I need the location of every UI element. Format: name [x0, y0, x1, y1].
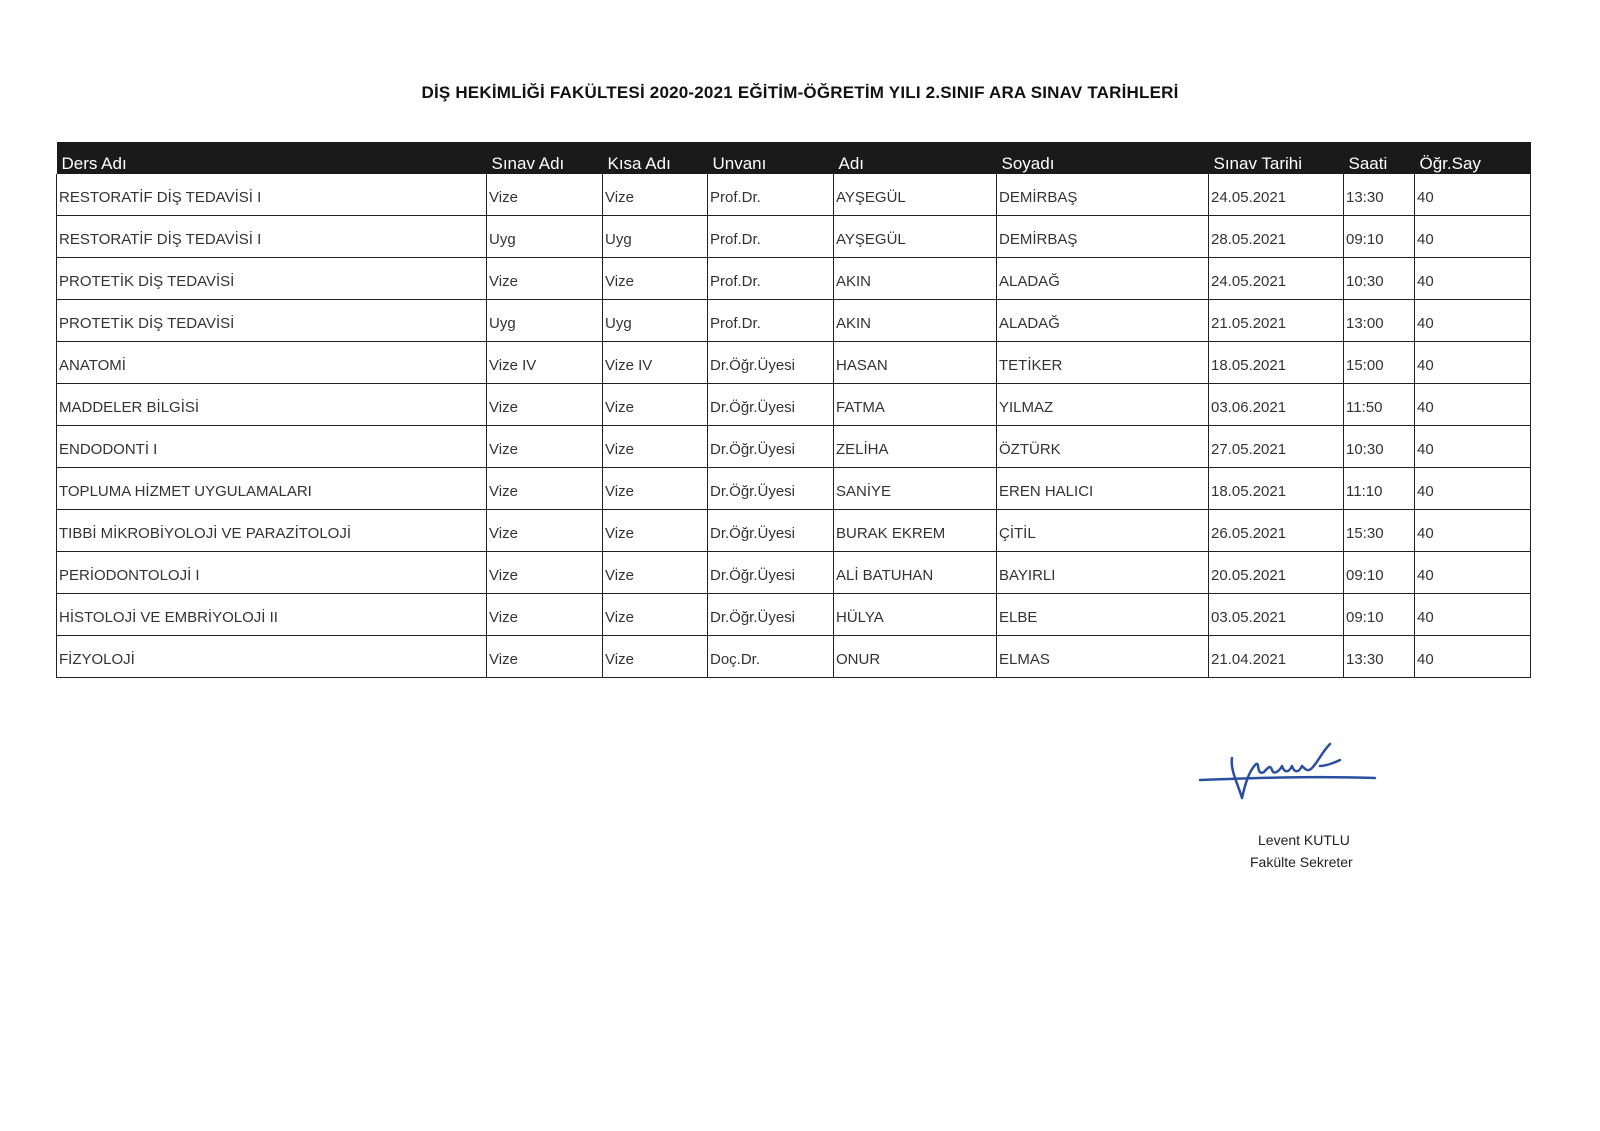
table-row [57, 468, 1531, 510]
table-cell: YILMAZ [997, 384, 1209, 426]
table-cell: 40 [1415, 594, 1531, 636]
table-cell: Vize [603, 510, 708, 552]
table-cell: AKIN [834, 258, 997, 300]
signature-image [1190, 740, 1390, 810]
table-cell: 18.05.2021 [1209, 468, 1344, 510]
table-cell: Vize [487, 510, 603, 552]
table-cell: 11:50 [1344, 384, 1415, 426]
table-row [57, 384, 1531, 426]
table-cell: FİZYOLOJİ [57, 636, 487, 678]
table-cell: 27.05.2021 [1209, 426, 1344, 468]
table-cell: 24.05.2021 [1209, 258, 1344, 300]
table-cell: ONUR [834, 636, 997, 678]
table-cell: Vize [487, 594, 603, 636]
table-header-row [57, 142, 1531, 174]
table-cell: BAYIRLI [997, 552, 1209, 594]
table-cell: Vize [603, 426, 708, 468]
table-cell: 40 [1415, 258, 1531, 300]
table-cell: Dr.Öğr.Üyesi [708, 468, 834, 510]
table-cell: Dr.Öğr.Üyesi [708, 342, 834, 384]
table-cell: ANATOMİ [57, 342, 487, 384]
table-cell: Vize [603, 468, 708, 510]
table-row [57, 594, 1531, 636]
table-cell: Uyg [603, 216, 708, 258]
table-cell: 40 [1415, 510, 1531, 552]
column-header: Kısa Adı [603, 142, 708, 174]
table-cell: Dr.Öğr.Üyesi [708, 510, 834, 552]
table-cell: HİSTOLOJİ VE EMBRİYOLOJİ II [57, 594, 487, 636]
table-row [57, 342, 1531, 384]
table-cell: Dr.Öğr.Üyesi [708, 594, 834, 636]
table-cell: Uyg [603, 300, 708, 342]
table-cell: Dr.Öğr.Üyesi [708, 552, 834, 594]
exam-schedule-table [56, 142, 1531, 678]
table-row [57, 300, 1531, 342]
table-cell: 40 [1415, 468, 1531, 510]
column-header: Saati [1344, 142, 1415, 174]
table-cell: 20.05.2021 [1209, 552, 1344, 594]
table-cell: Vize [487, 174, 603, 216]
table-cell: 26.05.2021 [1209, 510, 1344, 552]
table-cell: PROTETİK DİŞ TEDAVİSİ [57, 300, 487, 342]
table-cell: Vize [603, 594, 708, 636]
table-cell: Vize [487, 636, 603, 678]
table-cell: RESTORATİF DİŞ TEDAVİSİ I [57, 174, 487, 216]
table-cell: Dr.Öğr.Üyesi [708, 384, 834, 426]
column-header: Sınav Adı [487, 142, 603, 174]
table-cell: 40 [1415, 300, 1531, 342]
table-cell: 03.06.2021 [1209, 384, 1344, 426]
table-cell: Vize [603, 258, 708, 300]
table-cell: 21.05.2021 [1209, 300, 1344, 342]
table-cell: 18.05.2021 [1209, 342, 1344, 384]
signatory-name: Levent KUTLU [1258, 832, 1350, 848]
table-cell: 13:30 [1344, 636, 1415, 678]
table-cell: 40 [1415, 552, 1531, 594]
table-cell: 24.05.2021 [1209, 174, 1344, 216]
table-cell: 28.05.2021 [1209, 216, 1344, 258]
table-row [57, 636, 1531, 678]
table-cell: HÜLYA [834, 594, 997, 636]
table-cell: Prof.Dr. [708, 258, 834, 300]
table-cell: AYŞEGÜL [834, 174, 997, 216]
table-cell: Vize [487, 384, 603, 426]
table-cell: PERİODONTOLOJİ I [57, 552, 487, 594]
column-header: Adı [834, 142, 997, 174]
table-cell: 10:30 [1344, 426, 1415, 468]
table-cell: Prof.Dr. [708, 216, 834, 258]
table-cell: 09:10 [1344, 594, 1415, 636]
column-header: Öğr.Say [1415, 142, 1531, 174]
page-title: DİŞ HEKİMLİĞİ FAKÜLTESİ 2020-2021 EĞİTİM-ÖĞRETİM YILI 2.SINIF ARA SINAV TARİHLERİ [421, 83, 1179, 102]
table-cell: DEMİRBAŞ [997, 216, 1209, 258]
table-cell: ALİ BATUHAN [834, 552, 997, 594]
table-cell: BURAK EKREM [834, 510, 997, 552]
table-cell: Vize IV [487, 342, 603, 384]
table-cell: 21.04.2021 [1209, 636, 1344, 678]
table-row [57, 510, 1531, 552]
table-cell: Vize [603, 552, 708, 594]
table-cell: 03.05.2021 [1209, 594, 1344, 636]
table-cell: 40 [1415, 174, 1531, 216]
table-cell: 40 [1415, 426, 1531, 468]
table-cell: Doç.Dr. [708, 636, 834, 678]
column-header: Ders Adı [57, 142, 487, 174]
table-cell: ENDODONTİ I [57, 426, 487, 468]
table-cell: AYŞEGÜL [834, 216, 997, 258]
table-cell: 09:10 [1344, 216, 1415, 258]
table-cell: Vize [487, 468, 603, 510]
table-cell: TIBBİ MİKROBİYOLOJİ VE PARAZİTOLOJİ [57, 510, 487, 552]
table-row [57, 258, 1531, 300]
table-cell: 13:00 [1344, 300, 1415, 342]
table-cell: TOPLUMA HİZMET UYGULAMALARI [57, 468, 487, 510]
table-cell: 40 [1415, 216, 1531, 258]
table-cell: Dr.Öğr.Üyesi [708, 426, 834, 468]
table-cell: TETİKER [997, 342, 1209, 384]
table-cell: ZELİHA [834, 426, 997, 468]
table-cell: ALADAĞ [997, 258, 1209, 300]
table-cell: RESTORATİF DİŞ TEDAVİSİ I [57, 216, 487, 258]
table-cell: 40 [1415, 384, 1531, 426]
table-cell: ÇİTİL [997, 510, 1209, 552]
table-cell: Vize IV [603, 342, 708, 384]
table-cell: ÖZTÜRK [997, 426, 1209, 468]
table-cell: 13:30 [1344, 174, 1415, 216]
table-cell: Vize [603, 174, 708, 216]
table-cell: MADDELER BİLGİSİ [57, 384, 487, 426]
table-cell: PROTETİK DİŞ TEDAVİSİ [57, 258, 487, 300]
signatory-role: Fakülte Sekreter [1250, 854, 1353, 870]
table-cell: DEMİRBAŞ [997, 174, 1209, 216]
table-cell: Vize [487, 426, 603, 468]
table-row [57, 174, 1531, 216]
table-cell: 10:30 [1344, 258, 1415, 300]
table-row [57, 426, 1531, 468]
table-cell: Prof.Dr. [708, 300, 834, 342]
table-cell: Prof.Dr. [708, 174, 834, 216]
table-cell: FATMA [834, 384, 997, 426]
column-header: Sınav Tarihi [1209, 142, 1344, 174]
table-cell: EREN HALICI [997, 468, 1209, 510]
table-cell: Uyg [487, 300, 603, 342]
table-cell: 15:30 [1344, 510, 1415, 552]
table-cell: 15:00 [1344, 342, 1415, 384]
column-header: Soyadı [997, 142, 1209, 174]
table-cell: Vize [487, 258, 603, 300]
table-cell: ALADAĞ [997, 300, 1209, 342]
table-cell: 11:10 [1344, 468, 1415, 510]
table-cell: 40 [1415, 342, 1531, 384]
column-header: Unvanı [708, 142, 834, 174]
table-cell: ELMAS [997, 636, 1209, 678]
table-cell: 40 [1415, 636, 1531, 678]
table-cell: ELBE [997, 594, 1209, 636]
table-cell: 09:10 [1344, 552, 1415, 594]
table-cell: Vize [603, 384, 708, 426]
table-cell: AKIN [834, 300, 997, 342]
table-cell: Vize [603, 636, 708, 678]
table-cell: HASAN [834, 342, 997, 384]
table-row [57, 552, 1531, 594]
table-cell: Uyg [487, 216, 603, 258]
table-body [57, 174, 1531, 678]
table-cell: SANİYE [834, 468, 997, 510]
table-row [57, 216, 1531, 258]
table-cell: Vize [487, 552, 603, 594]
